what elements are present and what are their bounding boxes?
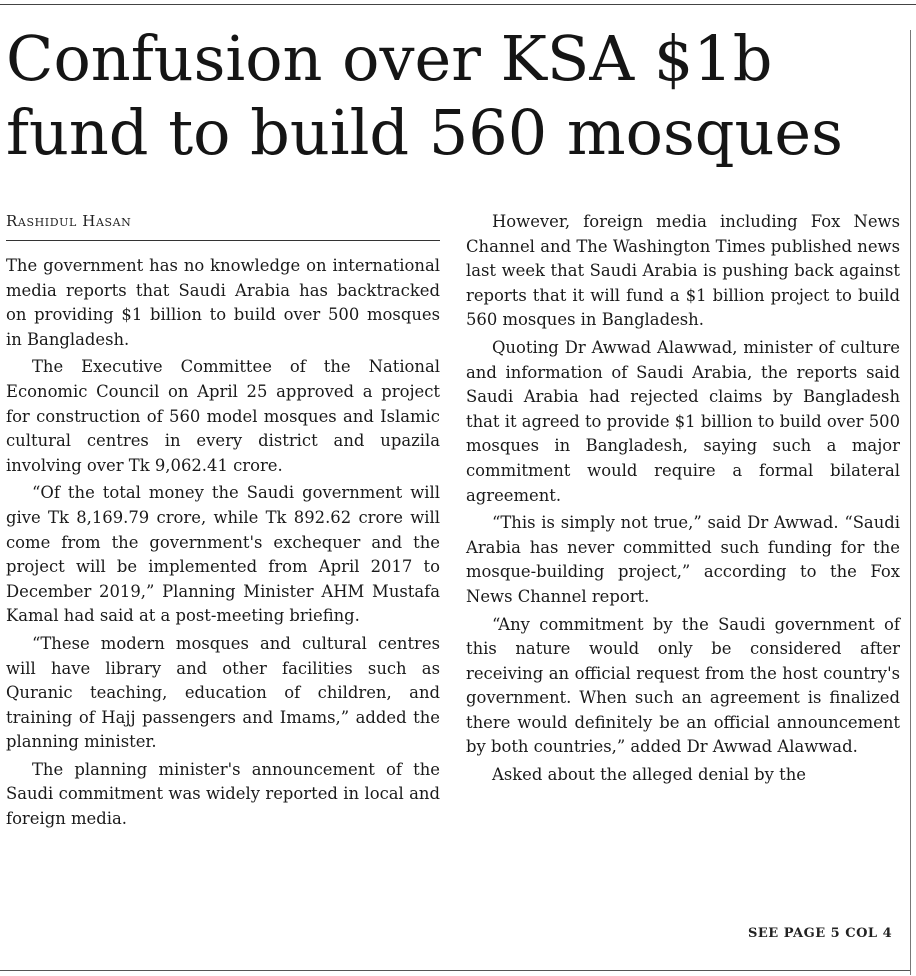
article-column-left: [6, 254, 440, 835]
paragraph: The planning minister's announcement of the Saudi commitment was widely reported in local and foreign media.: [6, 759, 440, 829]
headline: [6, 22, 906, 170]
article-column-right: [466, 210, 900, 791]
right-column-rule: [910, 30, 911, 975]
paragraph: However, foreign media including Fox News Channel and The Washington Times published news last week that Saudi Arabia is pushing back against reports that it will fund a $1 billion project to build 560 mosques in Bangladesh.: [466, 212, 900, 330]
paragraph: The Executive Committee of the National Economic Council on April 25 approved a project for construction of 560 model mosques and Islamic cultural centres in every district and upazila involving over Tk 9,062.41 crore.: [6, 357, 440, 475]
paragraph: “This is simply not true,” said Dr Awwad. “Saudi Arabia has never committed such funding for the mosque-building project,” according to the Fox News Channel report.: [466, 513, 900, 606]
headline-line-1: Confusion over KSA $1b: [6, 22, 773, 95]
continued-on-page-5-link[interactable]: SEE PAGE 5 COL 4: [748, 926, 893, 941]
paragraph: Asked about the alleged denial by the: [492, 765, 806, 785]
paragraph: The government has no knowledge on international media reports that Saudi Arabia has backtracked on providing $1 billion to build over 500 mosques in Bangladesh.: [6, 256, 440, 349]
paragraph: Quoting Dr Awwad Alawwad, minister of culture and information of Saudi Arabia, the reports said Saudi Arabia had rejected claims by Bangladesh that it agreed to provide $1 billion to build over 500 mosques in Bangladesh, saying such a major commitment would require a formal bilateral agreement.: [466, 337, 900, 505]
paragraph: “These modern mosques and cultural centres will have library and other facilities such as Quranic teaching, education of children, and training of Hajj passengers and Imams,” added the planning minister.: [6, 633, 440, 752]
headline-line-2: fund to build 560 mosques: [6, 96, 843, 169]
paragraph: “Of the total money the Saudi government will give Tk 8,169.79 crore, while Tk 892.62 crore will come from the government's exchequer and the project will be implemented from April 2017 to December 2019,” Planning Minister AHM Mustafa Kamal had said at a post-meeting briefing.: [6, 483, 440, 626]
byline: Rashidul Hasan: [6, 212, 132, 230]
byline-rule: [6, 240, 440, 241]
top-rule: [0, 4, 916, 5]
bottom-rule: [0, 970, 910, 971]
paragraph: “Any commitment by the Saudi government of this nature would only be considered after receiving an official request from the host country's government. When such an agreement is finalized there would definitely be an official announcement by both countries,” added Dr Awwad Alawwad.: [466, 614, 900, 757]
